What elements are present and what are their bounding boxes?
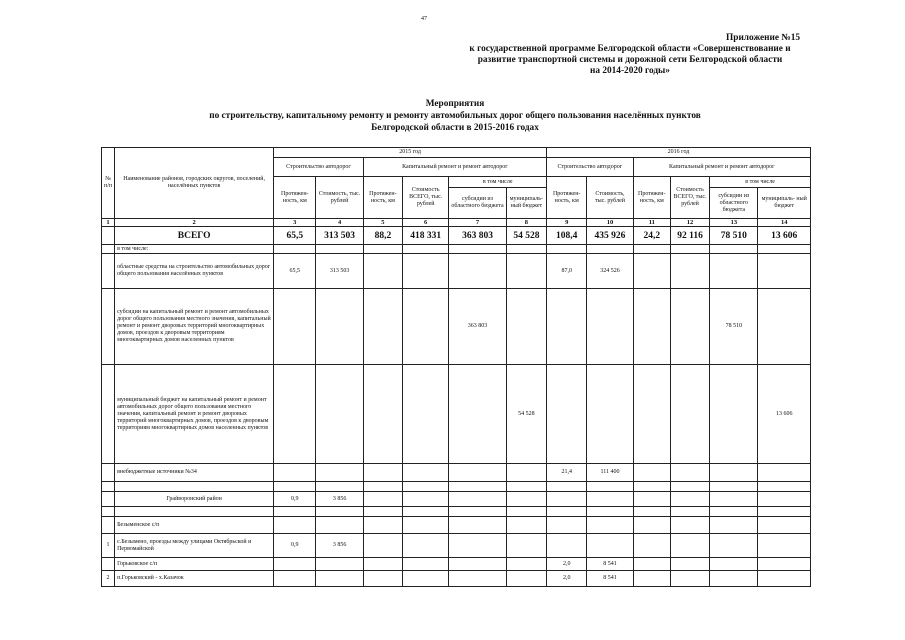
col-number: 10 — [587, 219, 633, 227]
header-including-2015: в том числе — [449, 177, 547, 188]
table-row-municipal — [102, 365, 811, 464]
column-number-row — [102, 219, 811, 227]
cell: 13 606 — [758, 365, 811, 464]
header-cost-c4: Стоимость, тыс. рублей — [316, 177, 363, 219]
page-number: 47 — [421, 16, 427, 22]
header-including-2016: в том числе — [710, 177, 811, 188]
heading-line-2: по строительству, капитальному ремонту и ремонту автомобильных дорог общего пользования населённых пунктов — [209, 111, 701, 121]
header-row-years — [102, 148, 811, 158]
col-number: 14 — [758, 219, 811, 227]
header-costtotal-c6: Стоимость ВСЕГО, тыс. рублей — [403, 177, 449, 219]
row-label: с.Безымено, проезды между улицами Октябрьской и Первомайской — [115, 534, 274, 558]
col-number: 9 — [547, 219, 587, 227]
table-row-grayvoron — [102, 492, 811, 507]
row-number: 1 — [102, 534, 115, 558]
cell: 363 803 — [449, 289, 506, 365]
total-cell: 108,4 — [547, 227, 587, 245]
cell: 313 503 — [316, 254, 363, 289]
cell: 3 856 — [316, 534, 363, 558]
cell: 2,0 — [547, 571, 587, 587]
cell: 0,9 — [274, 492, 316, 507]
appendix-title: Приложение №15 — [726, 33, 800, 43]
total-cell: 88,2 — [363, 227, 402, 245]
row-label: внебюджетные источники №34 — [115, 464, 274, 482]
total-cell: 92 116 — [670, 227, 709, 245]
total-label: ВСЕГО — [115, 227, 274, 245]
header-capital-2016: Капитальный ремонт и ремонт автодорог — [633, 158, 810, 177]
header-subsidy-c13: субсидии из областного бюджета — [710, 188, 758, 219]
col-number: 4 — [316, 219, 363, 227]
appendix-header — [420, 33, 840, 77]
col-number: 8 — [506, 219, 546, 227]
header-2015: 2015 год — [274, 148, 547, 158]
table-row-subsidies — [102, 289, 811, 365]
table-row-gorkovskoe — [102, 558, 811, 571]
row-label: Грайворонский район — [115, 492, 274, 507]
cell: 8 541 — [587, 571, 633, 587]
cell: 111 400 — [587, 464, 633, 482]
row-label: муниципальный бюджет на капитальный ремонт и ремонт автомобильных дорог общего пользования местного значения, капитальный ремонт и ремонт дворовых территорий многоквартирных домов, проездов к дворовым территориям многоквартирных домов населенных пунктов — [115, 365, 274, 464]
total-cell: 54 528 — [506, 227, 546, 245]
heading-title: Мероприятия — [425, 99, 485, 109]
header-costtotal-c12: Стоимость ВСЕГО, тыс. рублей — [670, 177, 709, 219]
header-construction-2016: Строительство автодорог — [547, 158, 634, 177]
cell: 2,0 — [547, 558, 587, 571]
total-cell: 435 926 — [587, 227, 633, 245]
col-number: 6 — [403, 219, 449, 227]
including-label: в том числе: — [115, 245, 274, 254]
table-row-item-2 — [102, 571, 811, 587]
total-row — [102, 227, 811, 245]
cell: 324 526 — [587, 254, 633, 289]
cell: 8 541 — [587, 558, 633, 571]
total-cell: 24,2 — [633, 227, 670, 245]
total-cell: 13 606 — [758, 227, 811, 245]
header-2016: 2016 год — [547, 148, 811, 158]
total-cell: 65,5 — [274, 227, 316, 245]
header-capital-2015: Капитальный ремонт и ремонт автодорог — [363, 158, 546, 177]
col-number: 13 — [710, 219, 758, 227]
table-row-offbudget — [102, 464, 811, 482]
table-row-item-1 — [102, 534, 811, 558]
header-length-c9: Протяжен- ность, км — [547, 177, 587, 219]
header-num: № п/п — [102, 148, 115, 219]
col-number: 11 — [633, 219, 670, 227]
row-label: областные средства на строительство автомобильных дорог общего пользования населённых пунктов — [115, 254, 274, 289]
header-construction-2015: Строительство автодорог — [274, 158, 364, 177]
row-number: 2 — [102, 571, 115, 587]
cell: 65,5 — [274, 254, 316, 289]
total-cell: 78 510 — [710, 227, 758, 245]
roads-table — [101, 147, 811, 587]
row-label: субсидии на капитальный ремонт и ремонт автомобильных дорог общего пользования местного значения, капитальный ремонт и ремонт дворовых территорий многоквартирных домов, проездов к дворовым территориям многоквартирных домов населенных пунктов — [115, 289, 274, 365]
total-cell: 363 803 — [449, 227, 506, 245]
appendix-line-3: развитие транспортной системы и дорожной сети Белгородской области — [477, 55, 783, 65]
header-length-c11: Протяжен- ность, км — [633, 177, 670, 219]
appendix-line-2: к государственной программе Белгородской области «Совершенствование и — [469, 44, 791, 54]
appendix-line-4: на 2014-2020 годы» — [590, 66, 670, 76]
header-municipal-c8: муниципаль- ный бюджет — [506, 188, 546, 219]
cell: 87,0 — [547, 254, 587, 289]
total-cell: 313 503 — [316, 227, 363, 245]
col-number: 2 — [115, 219, 274, 227]
row-label: Горьковское с/п — [115, 558, 274, 571]
cell: 0,9 — [274, 534, 316, 558]
cell: 3 856 — [316, 492, 363, 507]
heading-line-3: Белгородской области в 2015-2016 годах — [371, 123, 539, 133]
header-subsidy-c7: субсидии из областного бюджета — [449, 188, 506, 219]
header-length-c5: Протяжен- ность, км — [363, 177, 402, 219]
total-cell: 418 331 — [403, 227, 449, 245]
document-heading — [150, 98, 760, 134]
table-row-bezymenskoe — [102, 517, 811, 534]
row-label: Безыменское с/п — [115, 517, 274, 534]
table-row-empty — [102, 507, 811, 517]
col-number: 12 — [670, 219, 709, 227]
col-number: 5 — [363, 219, 402, 227]
row-label: п.Горьковский - х.Казачок — [115, 571, 274, 587]
cell: 21,4 — [547, 464, 587, 482]
header-cost-c10: Стоимость, тыс. рублей — [587, 177, 633, 219]
col-number: 7 — [449, 219, 506, 227]
col-number: 1 — [102, 219, 115, 227]
table-row-regional — [102, 254, 811, 289]
header-length-c3: Протяжен- ность, км — [274, 177, 316, 219]
cell: 54 528 — [506, 365, 546, 464]
header-municipal-c14: муниципаль- ный бюджет — [758, 188, 811, 219]
including-row — [102, 245, 811, 254]
col-number: 3 — [274, 219, 316, 227]
table-row-empty — [102, 482, 811, 492]
header-name: Наименование районов, городских округов, поселений, населённых пунктов — [115, 148, 274, 219]
cell: 78 510 — [710, 289, 758, 365]
